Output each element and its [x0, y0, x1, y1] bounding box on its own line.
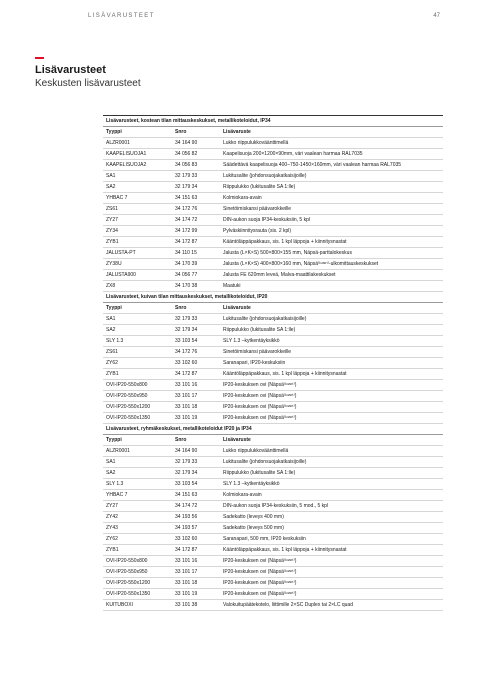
table-row [103, 578, 443, 589]
snro-cell: 34 164 90 [172, 446, 220, 457]
type-cell: SA1 [103, 457, 172, 468]
snro-cell: 34 056 83 [172, 160, 220, 171]
type-cell: SLY 1.3 [103, 336, 172, 347]
snro-cell: 33 102 60 [172, 358, 220, 369]
accessory-cell: Kääntöläppäpakkaus, sis. 1 kpl läppoja + kiinnitysnastat [220, 545, 443, 556]
table-row [103, 226, 443, 237]
snro-cell: 32 179 33 [172, 457, 220, 468]
type-cell: YHBAC 7 [103, 490, 172, 501]
snro-cell: 33 103 54 [172, 336, 220, 347]
snro-cell: 32 179 33 [172, 314, 220, 325]
type-cell: ZY62 [103, 358, 172, 369]
accessory-cell: Saranapari, IP20-keskuksiin [220, 358, 443, 369]
section-title: Lisävarusteet, ryhmäkeskukset, metallikoteloidut IP20 ja IP34 [103, 424, 443, 435]
table-row [103, 413, 443, 424]
accessory-cell: Riippulukko (lukitusalite SA 1:lle) [220, 468, 443, 479]
table-row [103, 182, 443, 193]
table-row [103, 479, 443, 490]
table-row [103, 347, 443, 358]
snro-cell: 32 179 34 [172, 182, 220, 193]
table-row [103, 160, 443, 171]
accessory-cell: Jalusta FE 620mm leveä, Malva-maattilakeskukset [220, 270, 443, 281]
type-cell: ZS61 [103, 347, 172, 358]
page-number: 47 [433, 13, 440, 19]
page-subtitle: Keskusten lisävarusteet [35, 78, 141, 89]
column-header: Tyyppi [103, 127, 172, 138]
accessory-cell: SLY 1.3 –kytkentäyksikkö [220, 336, 443, 347]
type-cell: OVI-IP20-550x1350 [103, 413, 172, 424]
running-title: LISÄVARUSTEET [88, 13, 155, 19]
section-title: Lisävarusteet, kostean tilan mittauskeskukset, metallikoteloidut, IP34 [103, 116, 443, 127]
snro-cell: 34 164 90 [172, 138, 220, 149]
type-cell: SA2 [103, 325, 172, 336]
column-header: Snro [172, 127, 220, 138]
table-row [103, 325, 443, 336]
type-cell: SA2 [103, 182, 172, 193]
accessory-cell: Jalusta (L×K×S) 400×800×160 mm, Näpsä⁽ᴵⁿᵛᵉʳᵗ⁾-ulkomittauskeskukset [220, 259, 443, 270]
accessory-cell: Kolmiokara-avain [220, 193, 443, 204]
accessory-cell: IP20-keskuksen ovi (Näpsä⁽ᴵⁿᵛᵉʳᵗ⁾) [220, 413, 443, 424]
snro-cell: 33 102 60 [172, 534, 220, 545]
accessory-cell: Säädettävä kaapelisuoja 400–750-1450×160mm, väri vaalean harmaa RAL7035 [220, 160, 443, 171]
snro-cell: 33 101 16 [172, 556, 220, 567]
snro-cell: 34 110 15 [172, 248, 220, 259]
type-cell: ZY38U [103, 259, 172, 270]
type-cell: JALUSTA-PT [103, 248, 172, 259]
section-title-row [103, 424, 443, 435]
column-header: Snro [172, 303, 220, 314]
type-cell: ZYB1 [103, 545, 172, 556]
accessory-cell: Kääntöläppäpakkaus, sis. 1 kpl läppoja + kiinnitysnastat [220, 369, 443, 380]
type-cell: JALUSTA900 [103, 270, 172, 281]
accessory-cell: Lukitusalite (johdonsuojakatkaisijoille) [220, 171, 443, 182]
type-cell: SA1 [103, 314, 172, 325]
snro-cell: 34 193 57 [172, 523, 220, 534]
snro-cell: 34 172 87 [172, 237, 220, 248]
snro-cell: 33 101 18 [172, 578, 220, 589]
column-header-row [103, 303, 443, 314]
accessory-cell: Kääntöläppäpakkaus, sis. 1 kpl läppoja + kiinnitysnastat [220, 237, 443, 248]
snro-cell: 34 172 87 [172, 369, 220, 380]
snro-cell: 34 151 63 [172, 193, 220, 204]
snro-cell: 34 056 82 [172, 149, 220, 160]
type-cell: ALZR0001 [103, 138, 172, 149]
table-row [103, 281, 443, 292]
type-cell: OVI-IP20-550x1200 [103, 402, 172, 413]
accessory-cell: Lukko riippulukkoväänttimellä [220, 446, 443, 457]
type-cell: ZX8 [103, 281, 172, 292]
accessory-cell: Kaapelisuoja 200×1200×90mm, väri vaalean harmaa RAL7035 [220, 149, 443, 160]
type-cell: KAAPELISUOJA1 [103, 149, 172, 160]
table-row [103, 567, 443, 578]
snro-cell: 33 101 19 [172, 589, 220, 600]
accessory-cell: Maatuki [220, 281, 443, 292]
column-header: Lisävaruste [220, 127, 443, 138]
type-cell: ZS61 [103, 204, 172, 215]
snro-cell: 34 172 76 [172, 204, 220, 215]
accessory-cell: Pylväskiinnitysrauta (sis. 2 kpl) [220, 226, 443, 237]
accessory-cell: Saranapari, 500 mm, IP20 keskuksiin [220, 534, 443, 545]
snro-cell: 34 193 56 [172, 512, 220, 523]
column-header-row [103, 435, 443, 446]
accessory-cell: Sadekatto (leveys 500 mm) [220, 523, 443, 534]
accessory-cell: IP20-keskuksen ovi (Näpsä⁽ᴵⁿᵛᵉʳᵗ⁾) [220, 556, 443, 567]
table-row [103, 193, 443, 204]
type-cell: ZY27 [103, 215, 172, 226]
accessory-cell: Sinetöimiskansi päävarokkeille [220, 347, 443, 358]
accessory-cell: DIN-aukon suoja IP34-keskuksiin, 5 mod., 5 kpl [220, 501, 443, 512]
table-row [103, 501, 443, 512]
table-row [103, 512, 443, 523]
type-cell: OVI-IP20-550x950 [103, 567, 172, 578]
section-title-row [103, 116, 443, 127]
table-row [103, 457, 443, 468]
type-cell: YHBAC 7 [103, 193, 172, 204]
table-row [103, 237, 443, 248]
table-row [103, 545, 443, 556]
table-row [103, 138, 443, 149]
type-cell: OVI-IP20-550x800 [103, 380, 172, 391]
column-header: Tyyppi [103, 303, 172, 314]
accessory-cell: Jalusta (L×K×S) 500×800×155 mm, Näpsä-parttalokeskus [220, 248, 443, 259]
snro-cell: 33 101 17 [172, 391, 220, 402]
type-cell: SA1 [103, 171, 172, 182]
table-row [103, 369, 443, 380]
accessory-cell: Lukko riippulukkoväänttimellä [220, 138, 443, 149]
accessory-cell: Valokuitupäätekotelo, liittimille 2×SC Duplex tai 2×LC quad [220, 600, 443, 611]
snro-cell: 34 174 72 [172, 501, 220, 512]
column-header: Snro [172, 435, 220, 446]
snro-cell: 34 170 39 [172, 259, 220, 270]
snro-cell: 34 151 63 [172, 490, 220, 501]
snro-cell: 33 101 18 [172, 402, 220, 413]
snro-cell: 34 172 76 [172, 347, 220, 358]
snro-cell: 33 101 19 [172, 413, 220, 424]
snro-cell: 33 101 16 [172, 380, 220, 391]
snro-cell: 33 101 17 [172, 567, 220, 578]
accessory-cell: IP20-keskuksen ovi (Näpsä⁽ᴵⁿᵛᵉʳᵗ⁾) [220, 380, 443, 391]
table-row [103, 402, 443, 413]
snro-cell: 34 170 38 [172, 281, 220, 292]
type-cell: ZY34 [103, 226, 172, 237]
snro-cell: 34 172 87 [172, 545, 220, 556]
accessory-tables [103, 115, 443, 611]
snro-cell: 33 101 38 [172, 600, 220, 611]
table-row [103, 259, 443, 270]
table-row [103, 380, 443, 391]
column-header: Tyyppi [103, 435, 172, 446]
accessory-cell: Riippulukko (lukitusalite SA 1:lle) [220, 182, 443, 193]
type-cell: KUITUBOXI [103, 600, 172, 611]
accessory-cell: DIN-aukon suoja IP34-keskuksiin, 5 kpl [220, 215, 443, 226]
column-header-row [103, 127, 443, 138]
table-row [103, 215, 443, 226]
type-cell: ZY43 [103, 523, 172, 534]
snro-cell: 34 172 99 [172, 226, 220, 237]
page-title: Lisävarusteet [35, 64, 106, 76]
table-row [103, 556, 443, 567]
table-row [103, 358, 443, 369]
table-row [103, 589, 443, 600]
snro-cell: 32 179 34 [172, 325, 220, 336]
snro-cell: 34 056 77 [172, 270, 220, 281]
type-cell: ZY42 [103, 512, 172, 523]
type-cell: SLY 1.3 [103, 479, 172, 490]
type-cell: OVI-IP20-550x800 [103, 556, 172, 567]
section-title: Lisävarusteet, kuivan tilan mittauskeskukset, metallikoteloidut, IP20 [103, 292, 443, 303]
type-cell: SA2 [103, 468, 172, 479]
table-row [103, 336, 443, 347]
accessory-cell: Sinetöimiskansi päävarokkeille [220, 204, 443, 215]
accessory-cell: IP20-keskuksen ovi (Näpsä⁽ᴵⁿᵛᵉʳᵗ⁾) [220, 402, 443, 413]
accessory-table [103, 115, 443, 611]
type-cell: ZYB1 [103, 237, 172, 248]
column-header: Lisävaruste [220, 435, 443, 446]
type-cell: OVI-IP20-550x950 [103, 391, 172, 402]
accessory-cell: Sadekatto (leveys 400 mm) [220, 512, 443, 523]
snro-cell: 33 103 54 [172, 479, 220, 490]
accessory-cell: Lukitusalite (johdonsuojakatkaisijoille) [220, 314, 443, 325]
table-row [103, 490, 443, 501]
type-cell: ZY27 [103, 501, 172, 512]
table-row [103, 523, 443, 534]
snro-cell: 32 179 33 [172, 171, 220, 182]
accessory-cell: IP20-keskuksen ovi (Näpsä⁽ᴵⁿᵛᵉʳᵗ⁾) [220, 567, 443, 578]
table-row [103, 534, 443, 545]
table-row [103, 171, 443, 182]
column-header: Lisävaruste [220, 303, 443, 314]
type-cell: ALZR0001 [103, 446, 172, 457]
page-header [0, 0, 480, 30]
table-row [103, 391, 443, 402]
accessory-cell: Lukitusalite (johdonsuojakatkaisijoille) [220, 457, 443, 468]
accessory-cell: Kolmiokara-avain [220, 490, 443, 501]
table-row [103, 204, 443, 215]
accessory-cell: IP20-keskuksen ovi (Näpsä⁽ᴵⁿᵛᵉʳᵗ⁾) [220, 578, 443, 589]
type-cell: ZY62 [103, 534, 172, 545]
table-row [103, 446, 443, 457]
type-cell: OVI-IP20-550x1200 [103, 578, 172, 589]
type-cell: OVI-IP20-550x1350 [103, 589, 172, 600]
accessory-cell: SLY 1.3 –kytkentäyksikkö [220, 479, 443, 490]
table-row [103, 248, 443, 259]
type-cell: KAAPELISUOJA2 [103, 160, 172, 171]
accessory-cell: IP20-keskuksen ovi (Näpsä⁽ᴵⁿᵛᵉʳᵗ⁾) [220, 589, 443, 600]
table-row [103, 600, 443, 611]
snro-cell: 32 179 34 [172, 468, 220, 479]
table-row [103, 468, 443, 479]
accessory-cell: IP20-keskuksen ovi (Näpsä⁽ᴵⁿᵛᵉʳᵗ⁾) [220, 391, 443, 402]
accent-dash [35, 57, 44, 59]
table-row [103, 149, 443, 160]
table-row [103, 314, 443, 325]
table-row [103, 270, 443, 281]
snro-cell: 34 174 72 [172, 215, 220, 226]
section-title-row [103, 292, 443, 303]
accessory-cell: Riippulukko (lukitusalite SA 1:lle) [220, 325, 443, 336]
type-cell: ZYB1 [103, 369, 172, 380]
